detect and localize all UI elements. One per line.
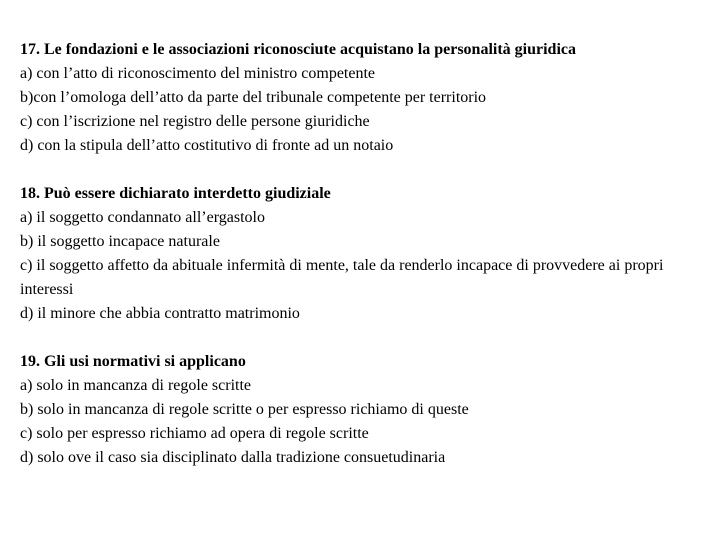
answer-option-a: a) il soggetto condannato all’ergastolo [20, 209, 265, 226]
answer-option-d: d) con la stipula dell’atto costitutivo di fronte ad un notaio [20, 137, 394, 154]
answer-option-a: a) solo in mancanza di regole scritte [20, 377, 252, 394]
answer-option-c: c) con l’iscrizione nel registro delle persone giuridiche [20, 113, 370, 130]
question-19 [20, 350, 700, 470]
answer-option-d: d) solo ove il caso sia disciplinato dalla tradizione consuetudinaria [20, 449, 446, 466]
answer-option-b: b) solo in mancanza di regole scritte o per espresso richiamo di queste [20, 401, 469, 418]
answer-option-d: d) il minore che abbia contratto matrimonio [20, 305, 300, 322]
question-title: 19. Gli usi normativi si applicano [20, 353, 246, 370]
answer-option-c: c) il soggetto affetto da abituale infermità di mente, tale da renderlo incapace di provvedere ai propri interessi [20, 257, 664, 298]
document-page [20, 38, 700, 494]
answer-option-c: c) solo per espresso richiamo ad opera di regole scritte [20, 425, 369, 442]
answer-option-a: a) con l’atto di riconoscimento del ministro competente [20, 65, 376, 82]
answer-option-b: b) il soggetto incapace naturale [20, 233, 220, 250]
answer-option-b: b)con l’omologa dell’atto da parte del tribunale competente per territorio [20, 89, 487, 106]
question-17 [20, 38, 700, 158]
question-title: 18. Può essere dichiarato interdetto giudiziale [20, 185, 331, 202]
question-title: 17. Le fondazioni e le associazioni riconosciute acquistano la personalità giuridica [20, 41, 576, 58]
question-18 [20, 182, 700, 326]
